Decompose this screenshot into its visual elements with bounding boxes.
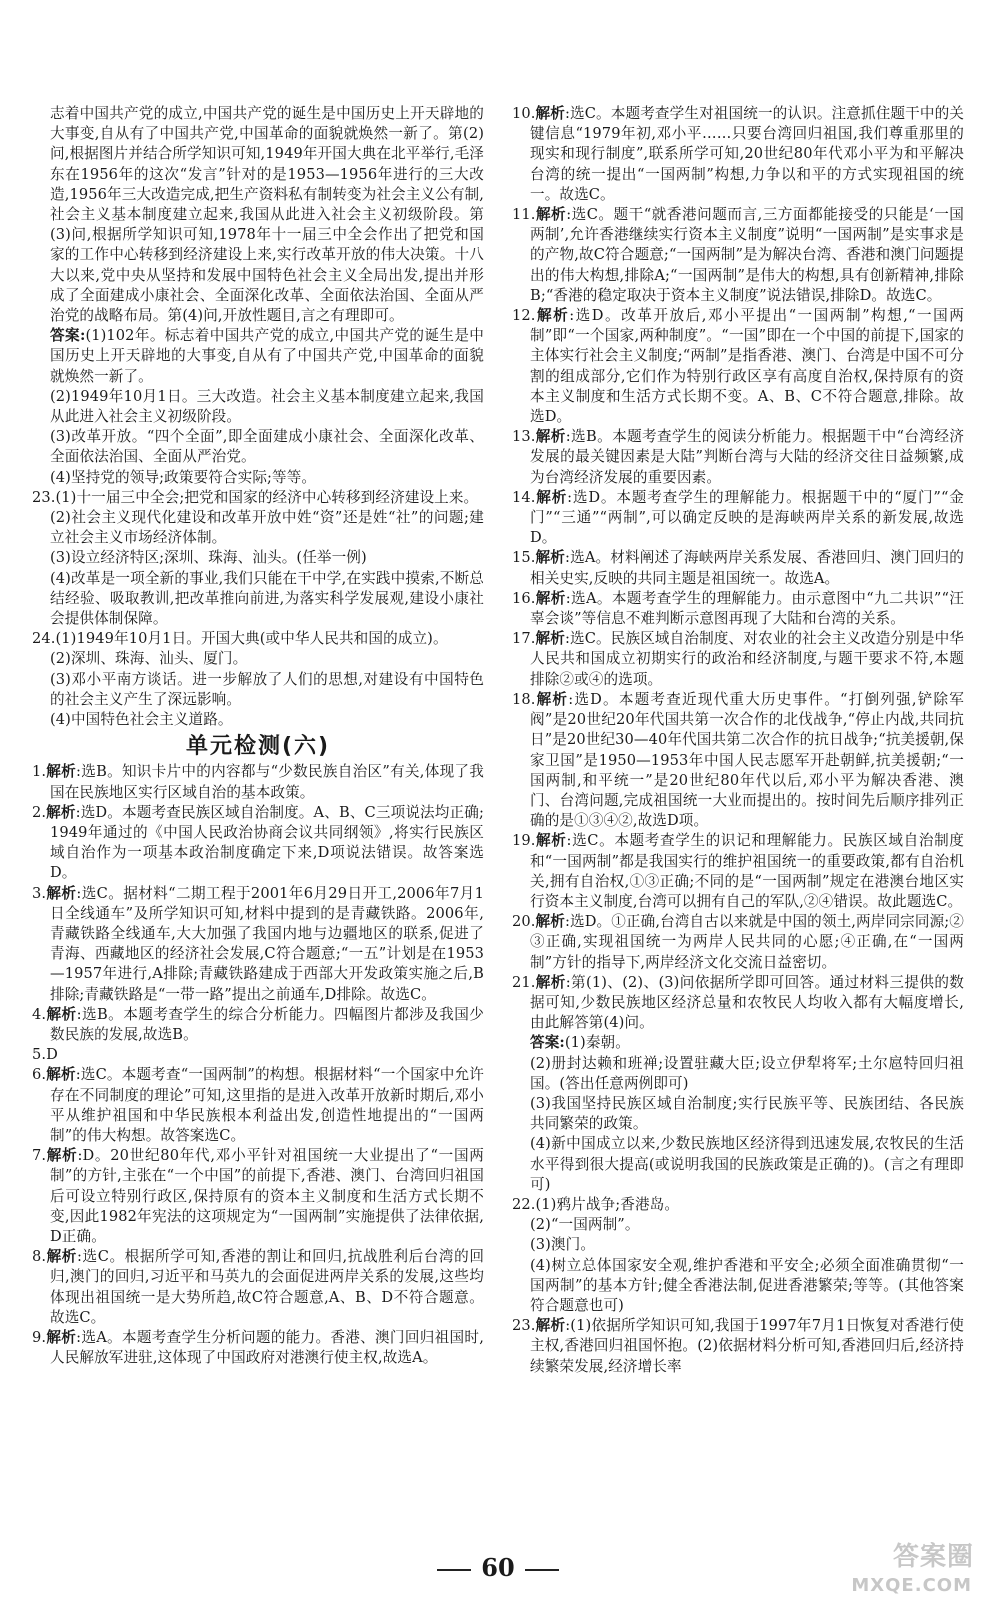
section-title: 单元检测(六) — [185, 734, 331, 760]
item-label: 解析 — [535, 206, 567, 224]
item-text: :选D。本题考查近现代重大历史事件。“打倒列强,铲除军阀”是20世纪20年代国共第一次合作的北伐战争,“停止内战,共同抗日”是20世纪30—40年代国共第二次合作的抗日战争;“抗美援朝,保家卫国”是1950—1953年中国人民志愿军开赴朝鲜,抗美援朝;“一国两制,和平统一”是20世纪80年代以后,邓小平为解决香港、澳门、台湾问题,完成祖国统一大业而提出的。按时间先后顺序排列正确的是①③④②,故选D项。 — [530, 690, 964, 830]
item-number: 6. — [32, 1066, 47, 1084]
item-label: 解析 — [46, 1147, 78, 1165]
item-text: :选D。本题考查学生的理解能力。根据题干中的“厦门”“金门”“三通”“两制”,可以确定反映的是海峡两岸关系的新发展,故选D。 — [530, 488, 964, 547]
item-text: :选B。知识卡片中的内容都与“少数民族自治区”有关,体现了我国在民族地区实行区域自治的基本政策。 — [50, 763, 484, 801]
item-number: 4. — [32, 1005, 47, 1023]
item-text: :选C。民族区域自治制度、对农业的社会主义改造分别是中华人民共和国成立初期实行的政治和经济制度,与题干要求不符,本题排除②或④的选项。 — [530, 630, 964, 688]
item-label: 解析 — [535, 549, 566, 567]
item-label: 解析 — [46, 1005, 77, 1023]
answer-item — [32, 803, 484, 884]
item-number: 15. — [512, 549, 536, 567]
footer-right-dash — [525, 1569, 559, 1571]
item-number: 2. — [32, 803, 47, 821]
item-text: :选D。①正确,台湾自古以来就是中国的领土,两岸同宗同源;②③正确,实现祖国统一为两岸人民共同的心愿;④正确,在“一国两制”方针的指导下,两岸经济文化交流日益密切。 — [530, 913, 964, 971]
q22-answer-4: (4)树立总体国家安全观,维护香港和平安全;必须全面准确贯彻“一国两制”的基本方针;健全香港法制,促进香港繁荣;等等。(其他答案符合题意也可) — [530, 1256, 964, 1314]
page-number: 60 — [0, 1553, 996, 1582]
answer-item — [32, 1247, 484, 1328]
item-number: 13. — [512, 428, 536, 446]
item-text: :选C。本题考查“一国两制”的构想。根据材料“一个国家中允许存在不同制度的理论”可知,这里指的是进入改革开放新时期后,邓小平从维护祖国和中华民族根本利益出发,创造性地提出的“一国两制”的伟大构想。故答案选C。 — [50, 1066, 484, 1144]
item-text: :选A。材料阐述了海峡两岸关系发展、香港回归、澳门回归的相关史实,反映的共同主题是祖国统一。故选A。 — [530, 549, 964, 587]
right-column — [512, 104, 964, 1377]
item-text: :选B。本题考查学生的阅读分析能力。根据题干中“台湾经济发展的最关键因素是大陆”判断台湾与大陆的经济交往日益频繁,成为台湾经济发展的重要因素。 — [530, 428, 965, 486]
answer-item — [512, 912, 964, 973]
right-item-list — [512, 104, 964, 1033]
q21-answer-2: (2)册封达赖和班禅;设置驻藏大臣;设立伊犁将军;土尔扈特回归祖国。(答出任意两例即可) — [530, 1054, 964, 1092]
item-label: 解析 — [535, 105, 565, 122]
item-label: 解析 — [535, 428, 566, 446]
item-number: 19. — [512, 832, 536, 850]
item-text: :选A。本题考查学生的理解能力。由示意图中“九二共识”“汪辜会谈”等信息不难判断示意图再现了大陆和台湾的关系。 — [530, 589, 964, 628]
item-text: :选D。本题考查民族区域自治制度。A、B、C三项说法均正确;1949年通过的《中国人民政治协商会议共同纲领》,将实行民族区域自治作为一项基本政治制度确定下来,D项说法错误。故答案选D。 — [50, 803, 485, 882]
item-number: 7. — [32, 1147, 47, 1165]
q23-answer-3: (3)设立经济特区;深圳、珠海、汕头。(任举一例) — [50, 549, 367, 567]
item-number: 11. — [512, 206, 536, 224]
q22-answer-3: (3)改革开放。“四个全面”,即全面建成小康社会、全面深化改革、全面依法治国、全面从严治党。 — [50, 428, 484, 466]
answer-item — [32, 884, 484, 1005]
answer-item — [32, 1146, 484, 1247]
q22-answer-2: (2)1949年10月1日。三大改造。社会主义基本制度建立起来,我国从此进入社会主义初级阶段。 — [50, 387, 484, 426]
q22-answer-2: (2)“一国两制”。 — [530, 1216, 640, 1234]
answer-item — [32, 1065, 484, 1146]
q21-answer-3: (3)我国坚持民族区域自治制度;实行民族平等、民族团结、各民族共同繁荣的政策。 — [530, 1094, 964, 1133]
answer-item — [512, 690, 964, 831]
q23-answer-1: 23.(1)十一届三中全会;把党和国家的经济中心转移到经济建设上来。 — [32, 488, 479, 506]
item-number: 17. — [512, 630, 536, 648]
item-label: 解析 — [535, 690, 569, 708]
item-label: 解析 — [46, 884, 77, 902]
item-text: :选C。本题考查学生的识记和理解能力。民族区域自治制度和“一国两制”都是我国实行的维护祖国统一的重要政策,都有自治机关,拥有自治权,①③正确;不同的是“一国两制”规定在港澳台地区实行资本主义制度,台湾可以拥有自己的军队,②④错误。故此题选C。 — [530, 832, 964, 910]
item-label: 解析 — [535, 488, 568, 506]
q23-answer-2: (2)社会主义现代化建设和改革开放中姓“资”还是姓“社”的问题;建立社会主义市场经济体制。 — [50, 509, 484, 547]
answer-item — [512, 306, 964, 427]
answer-item — [512, 973, 964, 1034]
q24-answer-4: (4)中国特色社会主义道路。 — [50, 711, 233, 729]
item-number: 9. — [32, 1328, 47, 1346]
item-text: :D。20世纪80年代,邓小平针对祖国统一大业提出了“一国两制”的方针,主张在“一个中国”的前提下,香港、澳门、台湾回归祖国后可设立特别行政区,保持原有的资本主义制度和生活方式长期不变,因此1982年宪法的这项规定为“一国两制”实施提供了法律依据,D正确。 — [50, 1147, 485, 1245]
item-label: 解析 — [535, 973, 566, 991]
item-number: 8. — [32, 1248, 47, 1266]
left-item-list — [32, 762, 484, 1368]
item-text: :选B。本题考查学生的综合分析能力。四幅图片都涉及我国少数民族的发展,故选B。 — [50, 1005, 484, 1043]
item-text: :选D。改革开放后,邓小平提出“一国两制”构想,“一国两制”即“一个国家,两种制度”。“一国”即在一个中国的前提下,国家的主体实行社会主义制度;“两制”是指香港、澳门、台湾是中国不可分割的组成部分,它们作为特别行政区享有高度自治权,保持原有的资本主义制度和生活方式长期不变。A、B、C不符合题意,排除。故选D。 — [530, 307, 964, 426]
q23-analysis: 23.解析:(1)依据所学知识可知,我国于1997年7月1日恢复对香港行使主权,香港回归祖国怀抱。(2)依据材料分析可知,香港回归后,经济持续繁荣发展,经济增长率 — [512, 1317, 965, 1375]
answer-item — [512, 548, 964, 588]
q23-answer-4: (4)改革是一项全新的事业,我们只能在干中学,在实践中摸索,不断总结经验、吸取教训,把改革推向前进,为落实科学发展观,建设小康社会提供体制保障。 — [50, 569, 484, 628]
q22-answer-1: 答案:(1)102年。标志着中国共产党的成立,中国共产党的诞生是中国历史上开天辟地的大事变,自从有了中国共产党,中国革命的面貌就焕然一新了。 — [50, 327, 484, 385]
item-number: 21. — [512, 973, 536, 991]
item-label: 解析 — [535, 913, 565, 931]
item-text: :选C。据材料“二期工程于2001年6月29日开工,2006年7月1日全线通车”及所学知识可知,材料中提到的是青藏铁路。2006年,青藏铁路全线通车,大大加强了我国内地与边疆地区的联系,促进了青海、西藏地区的经济社会发展,C符合题意;“一五”计划是在1953—1957年进行,A排除;青藏铁路建成于西部大开发政策实施之后,B排除;青藏铁路是“一带一路”提出之前通车,D排除。故选C。 — [50, 884, 484, 1003]
answer-label: 答案: — [530, 1034, 565, 1052]
item-number: 10. — [512, 105, 536, 122]
q22-answer-1: 22.(1)鸦片战争;香港岛。 — [512, 1195, 680, 1213]
answer-item — [512, 629, 964, 690]
item-label: 解析 — [535, 307, 570, 325]
item-label: 解析 — [46, 1328, 77, 1346]
item-text: :选A。本题考查学生分析问题的能力。香港、澳门回归祖国时,人民解放军进驻,这体现了中国政府对港澳行使主权,故选A。 — [50, 1328, 485, 1367]
item-label: 解析 — [46, 803, 76, 821]
answer-label: 答案: — [50, 327, 86, 345]
watermark-url: MXQE.COM — [851, 1575, 972, 1596]
q21-answer-4: (4)新中国成立以来,少数民族地区经济得到迅速发展,农牧民的生活水平得到很大提高(或说明我国的民族政策是正确的)。(言之有理即可) — [530, 1135, 964, 1193]
item-number: 1. — [32, 763, 47, 781]
watermark — [828, 1536, 978, 1596]
q22-answer-3: (3)澳门。 — [530, 1236, 596, 1254]
q21-answer-1: 答案:(1)秦朝。 — [530, 1034, 630, 1052]
answer-item — [512, 831, 964, 912]
answer-item — [512, 488, 964, 549]
answer-item — [512, 427, 964, 488]
q24-answer-2: (2)深圳、珠海、汕头、厦门。 — [50, 650, 248, 668]
item-number: 16. — [512, 589, 536, 607]
q24-answer-3: (3)邓小平南方谈话。进一步解放了人们的思想,对建设有中国特色的社会主义产生了深远影响。 — [50, 670, 484, 708]
item-number: 18. — [512, 690, 536, 708]
item-label: 解析 — [46, 1248, 78, 1266]
q24-answer-1: 24.(1)1949年10月1日。开国大典(或中华人民共和国的成立)。 — [32, 630, 448, 648]
answer-item — [512, 205, 964, 306]
q22-answer-4: (4)坚持党的领导;政策要符合实际;等等。 — [50, 468, 317, 486]
item-text: :选C。题干“就香港问题而言,三方面都能接受的只能是‘一国两制’,允许香港继续实行资本主义制度”说明“一国两制”是实事求是的产物,故C符合题意;“一国两制”是为解决台湾、香港和澳门问题提出的伟大构想,排除A;“一国两制”是伟大的构想,具有创新精神,排除B;“香港的稳定取决于资本主义制度”说法错误,排除D。故选C。 — [530, 206, 965, 304]
answer-item — [512, 104, 964, 205]
answer-item — [32, 1005, 484, 1045]
answer-item — [32, 1045, 484, 1065]
item-label: 解析 — [46, 763, 77, 781]
item-label: 解析 — [535, 832, 567, 850]
q22-analysis-continued: 志着中国共产党的成立,中国共产党的诞生是中国历史上开天辟地的大事变,自从有了中国共产党,中国革命的面貌就焕然一新了。第(2)问,根据图片并结合所学知识可知,1949年开国大典在北平举行,毛泽东在1956年的这次“发言”针对的是1953—1956年进行的三大改造,1956年三大改造完成,把生产资料私有制转变为社会主义公有制,社会主义基本制度建立起来,我国从此进入社会主义初级阶段。第(3)问,根据所学知识可知,1978年十一届三中全会作出了把党和国家的工作中心转移到经济建设上来,实行改革开放的伟大决策。十八大以来,党中央从坚持和发展中国特色社会主义全局出发,提出并形成了全面建成小康社会、全面深化改革、全面依法治国、全面从严治党的战略布局。第(4)问,开放性题目,言之有理即可。 — [50, 105, 484, 325]
item-number: 5. — [32, 1046, 47, 1064]
item-label: 解析 — [535, 589, 566, 607]
item-number: 20. — [512, 913, 536, 931]
left-column — [32, 104, 484, 1368]
item-text: :选C。根据所学可知,香港的割让和回归,抗战胜利后台湾的回归,澳门的回归,习近平和马英九的会面促进两岸关系的发展,这些均体现出祖国统一是大势所趋,故C符合题意,A、B、D不符合题意。故选C。 — [50, 1248, 485, 1326]
item-number: 12. — [512, 307, 536, 325]
item-text: D — [46, 1046, 58, 1064]
answer-item — [32, 1328, 484, 1368]
item-text: :第(1)、(2)、(3)问依据所学即可回答。通过材料三提供的数据可知,少数民族地区经济总量和农牧民人均收入都有大幅度增长,由此解答第(4)问。 — [530, 973, 964, 1032]
item-number: 3. — [32, 884, 47, 902]
item-label: 解析 — [535, 630, 565, 648]
footer-left-dash — [437, 1569, 471, 1571]
answer-item — [512, 589, 964, 629]
item-text: :选C。本题考查学生对祖国统一的认识。注意抓住题干中的关键信息“1979年初,邓小平……只要台湾回归祖国,我们尊重那里的现实和现行制度”,联系所学可知,20世纪80年代邓小平为和平解决台湾的统一提出“一国两制”构想,力争以和平的方式实现祖国的统一。故选C。 — [530, 105, 964, 203]
watermark-logo: 答案圈 — [892, 1542, 974, 1572]
answer-item — [32, 762, 484, 802]
item-number: 14. — [512, 488, 536, 506]
item-label: 解析 — [46, 1066, 76, 1084]
